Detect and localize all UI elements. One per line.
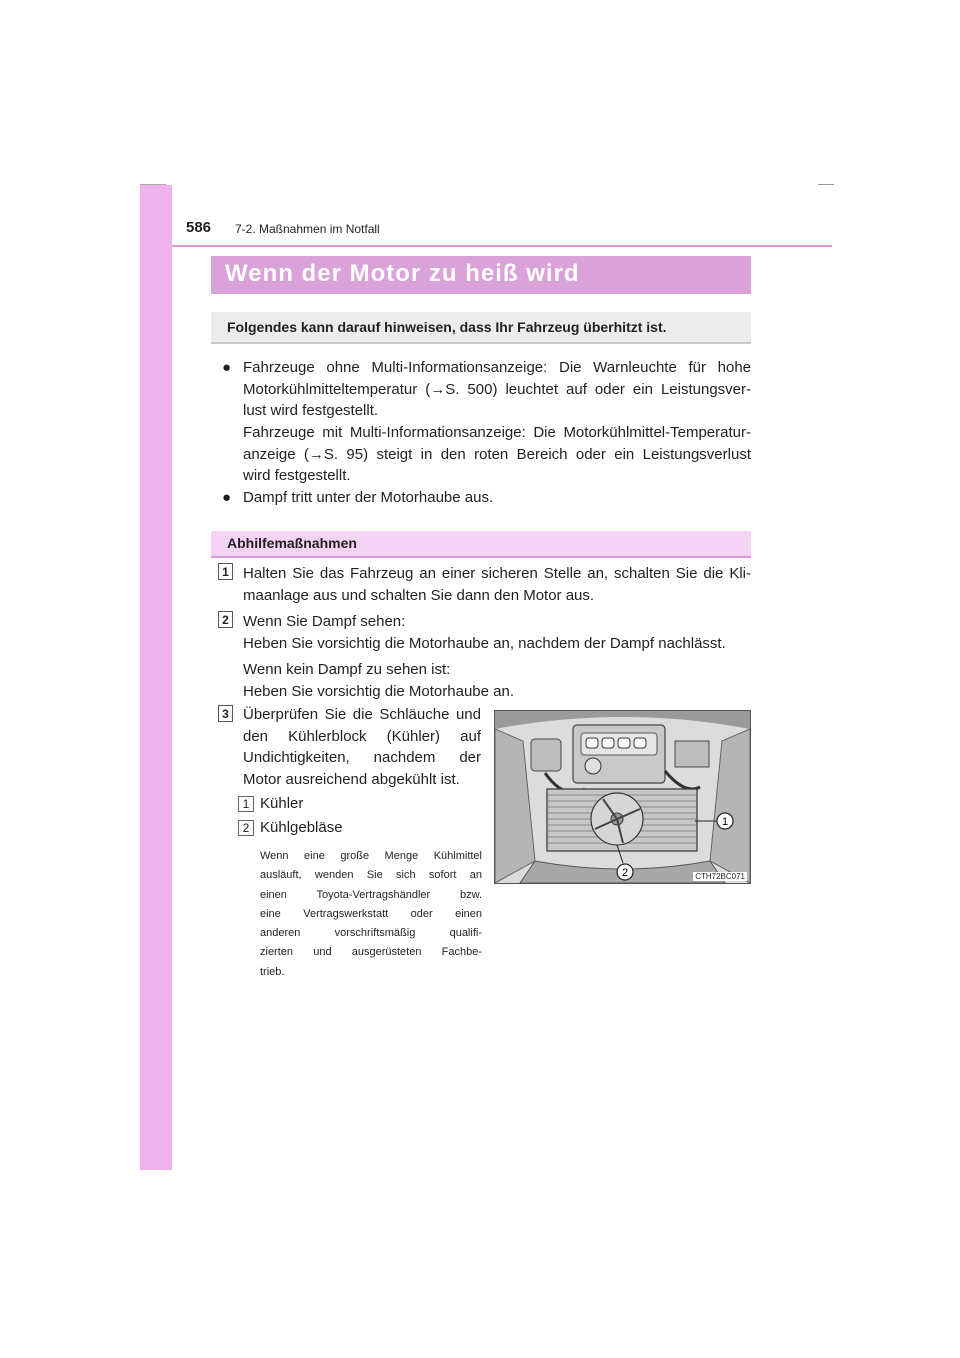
step-2-text-a	[243, 611, 751, 654]
page-number: 586	[186, 219, 212, 236]
engine-bay-illustration	[494, 710, 751, 884]
step-number-1: 1	[218, 563, 233, 580]
callout-label-1: Kühler	[260, 795, 304, 812]
text-line: Motorkühlmitteltemperatur (→S. 500) leuchtet auf oder ein Leistungsver-	[243, 380, 751, 398]
side-tab	[140, 185, 172, 1170]
text-line: einen Toyota-Vertragshändler bzw.	[260, 888, 482, 901]
text-line: anderen vorschriftsmäßig qualifi-	[260, 927, 482, 940]
text-line: Wenn kein Dampf zu sehen ist:	[243, 661, 451, 678]
bullet-2-text	[243, 487, 751, 509]
text-line: anzeige (→S. 95) steigt in den roten Bereich oder ein Leistungsverlust	[243, 445, 751, 463]
text-line: den Kühlerblock (Kühler) auf	[243, 727, 481, 745]
text-line: Überprüfen Sie die Schläuche und	[243, 706, 481, 723]
step-2-text-b	[243, 659, 751, 702]
text-line: Heben Sie vorsichtig die Motorhaube an.	[243, 682, 514, 700]
callout-number-1: 1	[238, 796, 254, 812]
callout-number-2: 2	[238, 820, 254, 836]
figure-callout-1: 1	[721, 816, 729, 828]
remedies-heading-text: Abhilfemaßnahmen	[227, 535, 357, 551]
bullet-symbol: ●	[222, 359, 232, 376]
engine-bay-drawing	[495, 711, 750, 883]
coolant-note	[260, 847, 482, 982]
callout-label-2: Kühlgebläse	[260, 819, 343, 836]
text-line: Motor ausreichend abgekühlt ist.	[243, 771, 460, 789]
bullet-1-text	[243, 357, 751, 487]
text-line: Wenn Sie Dampf sehen:	[243, 613, 406, 630]
info-text: Folgendes kann darauf hinweisen, dass Ihr Fahrzeug überhitzt ist.	[227, 319, 667, 335]
text-line: Heben Sie vorsichtig die Motorhaube an, nachdem der Dampf nachlässt.	[243, 634, 726, 652]
title-bar	[211, 256, 751, 294]
text-line: Dampf tritt unter der Motorhaube aus.	[243, 489, 494, 506]
figure-callout-2: 2	[621, 867, 629, 879]
page-title: Wenn der Motor zu heiß wird	[225, 260, 580, 287]
text-line: Wenn eine große Menge Kühlmittel	[260, 850, 482, 862]
step-1-text	[243, 563, 751, 606]
text-line: Halten Sie das Fahrzeug an einer sicheren Stelle an, schalten Sie die Kli-	[243, 565, 751, 582]
remedies-heading	[211, 531, 751, 558]
text-line: maanlage aus und schalten Sie dann den Motor aus.	[243, 586, 595, 604]
header-rule	[172, 245, 832, 247]
text-line: Fahrzeuge ohne Multi-Informationsanzeige: Die Warnleuchte für hohe	[243, 359, 751, 376]
text-line: Fahrzeuge mit Multi-Informationsanzeige: Die Motorkühlmittel-Temperatur-	[243, 424, 751, 442]
section-reference: 7-2. Maßnahmen im Notfall	[235, 222, 380, 236]
text-line: trieb.	[260, 965, 285, 978]
text-line: Undichtigkeiten, nachdem der	[243, 749, 481, 767]
text-line: zierten und ausgerüsteten Fachbe-	[260, 946, 482, 959]
text-line: eine Vertragswerkstatt oder einen	[260, 907, 482, 920]
text-line: wird festgestellt.	[243, 467, 351, 485]
text-line: ausläuft, wenden Sie sich sofort an	[260, 869, 482, 882]
corner-mark	[818, 184, 834, 185]
figure-code: CTH72BC071	[695, 872, 745, 881]
info-box	[211, 312, 751, 344]
step-3-text	[243, 704, 481, 791]
bullet-symbol: ●	[222, 489, 232, 506]
step-number-3: 3	[218, 705, 233, 722]
step-number-2: 2	[218, 611, 233, 628]
text-line: lust wird festgestellt.	[243, 402, 379, 420]
